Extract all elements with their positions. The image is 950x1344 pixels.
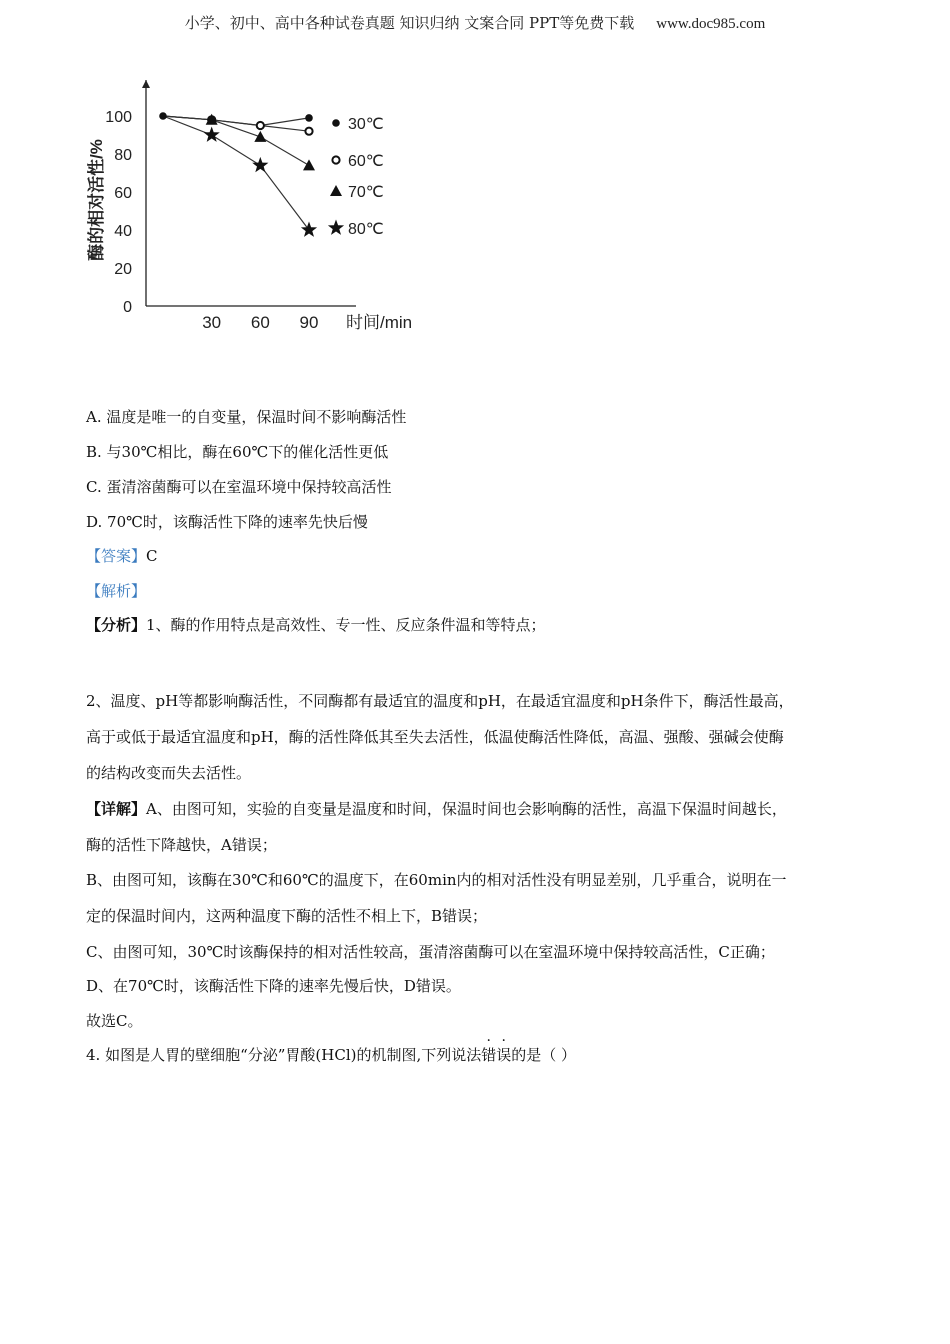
x-tick-label: 30 xyxy=(202,313,222,332)
y-tick-label: 80 xyxy=(114,147,132,164)
header-text: 小学、初中、高中各种试卷真题 知识归纳 文案合同 PPT等免费下载 xyxy=(184,14,635,32)
x-tick-label: 60 xyxy=(250,313,270,332)
analysis-p2-line2: 高于或低于最适宜温度和pH，酶的活性降低其至失去活性，低温使酶活性降低，高温、强酸、强碱会使酶 xyxy=(86,728,784,746)
analysis-tag: 【分析】 xyxy=(86,616,147,634)
y-tick-label: 0 xyxy=(123,299,132,316)
detail-c: C、由图可知，30℃时该酶保持的相对活性较高，蛋清溶菌酶可以在室温环境中保持较高活性，C正确； xyxy=(86,943,775,961)
data-point xyxy=(305,114,313,122)
data-point xyxy=(301,222,317,237)
legend-label: 30℃ xyxy=(348,116,384,133)
q4-emphasis-1: 错 xyxy=(481,1046,497,1064)
detail-tag: 【详解】 xyxy=(86,800,147,818)
y-tick-label: 60 xyxy=(114,185,132,202)
enzyme-activity-chart xyxy=(70,70,450,340)
y-tick-labels xyxy=(105,109,132,316)
analysis-p2-line3: 的结构改变而失去活性。 xyxy=(86,764,252,782)
chart-axes xyxy=(142,80,356,306)
series-line-80℃ xyxy=(163,116,309,230)
detail-a-line1 xyxy=(86,798,787,819)
y-tick-label: 40 xyxy=(114,223,132,240)
chart-series xyxy=(159,112,317,237)
detail-d: D、在70℃时，该酶活性下降的速率先慢后快，D错误。 xyxy=(86,977,461,995)
legend-label: 60℃ xyxy=(348,153,384,170)
detail-a-text: A、由图可知，实验的自变量是温度和时间，保温时间也会影响酶的活性，高温下保温时间越长， xyxy=(146,800,787,818)
detail-b-line2: 定的保温时间内，这两种温度下酶的活性不相上下，B错误； xyxy=(86,907,488,925)
option-d: D. 70℃时，该酶活性下降的速率先快后慢 xyxy=(86,513,368,531)
q4-start: 4. 如图是人胃的壁细胞“分泌”胃酸(HCl)的机制图,下列说法 xyxy=(86,1046,482,1064)
analysis-p1 xyxy=(86,614,546,635)
y-axis-label: 酶的相对活性/% xyxy=(87,139,106,261)
legend-label: 80℃ xyxy=(348,221,384,238)
legend-marker xyxy=(332,156,339,163)
page-header xyxy=(0,12,950,33)
x-tick-label: 90 xyxy=(299,313,319,332)
data-point xyxy=(159,112,167,120)
analysis-label: 【解析】 xyxy=(86,582,147,600)
analysis-p1-text: 1、酶的作用特点是高效性、专一性、反应条件温和等特点； xyxy=(146,616,546,634)
option-c: C. 蛋清溶菌酶可以在室温环境中保持较高活性 xyxy=(86,478,392,496)
analysis-p2-line1: 2、温度、pH等都影响酶活性，不同酶都有最适宜的温度和pH，在最适宜温度和pH条件下，酶活性最高， xyxy=(86,692,794,710)
series-line-70℃ xyxy=(163,116,309,165)
detail-b-line1: B、由图可知，该酶在30℃和60℃的温度下，在60min内的相对活性没有明显差别，几乎重合，说明在一 xyxy=(86,871,787,889)
y-tick-label: 20 xyxy=(114,261,132,278)
analysis-heading xyxy=(86,580,146,601)
y-axis-arrow xyxy=(142,80,150,88)
answer-value: C xyxy=(146,547,158,565)
x-axis-label: 时间/min xyxy=(346,313,413,332)
q4-emphasis-2: 误 xyxy=(496,1046,512,1064)
legend-marker xyxy=(328,220,344,235)
q4-end: 的是（ ） xyxy=(511,1046,577,1064)
data-point xyxy=(303,159,315,170)
detail-a-line2: 酶的活性下降越快，A错误； xyxy=(86,836,277,854)
x-tick-labels xyxy=(202,313,318,332)
legend-marker xyxy=(332,119,340,127)
option-b: B. 与30℃相比，酶在60℃下的催化活性更低 xyxy=(86,443,389,461)
conclusion: 故选C。 xyxy=(86,1012,143,1030)
header-site[interactable]: www.doc985.com xyxy=(656,16,766,32)
option-a: A. 温度是唯一的自变量，保温时间不影响酶活性 xyxy=(86,408,407,426)
legend-marker xyxy=(330,185,342,196)
data-point xyxy=(252,157,268,172)
answer-label: 【答案】 xyxy=(86,547,147,565)
question-4 xyxy=(86,1044,576,1065)
data-point xyxy=(257,122,264,129)
chart-legend xyxy=(328,116,384,238)
legend-label: 70℃ xyxy=(348,184,384,201)
data-point xyxy=(305,128,312,135)
y-tick-label: 100 xyxy=(105,109,132,126)
data-point xyxy=(254,131,266,142)
answer-line xyxy=(86,545,158,566)
data-point xyxy=(204,127,220,142)
